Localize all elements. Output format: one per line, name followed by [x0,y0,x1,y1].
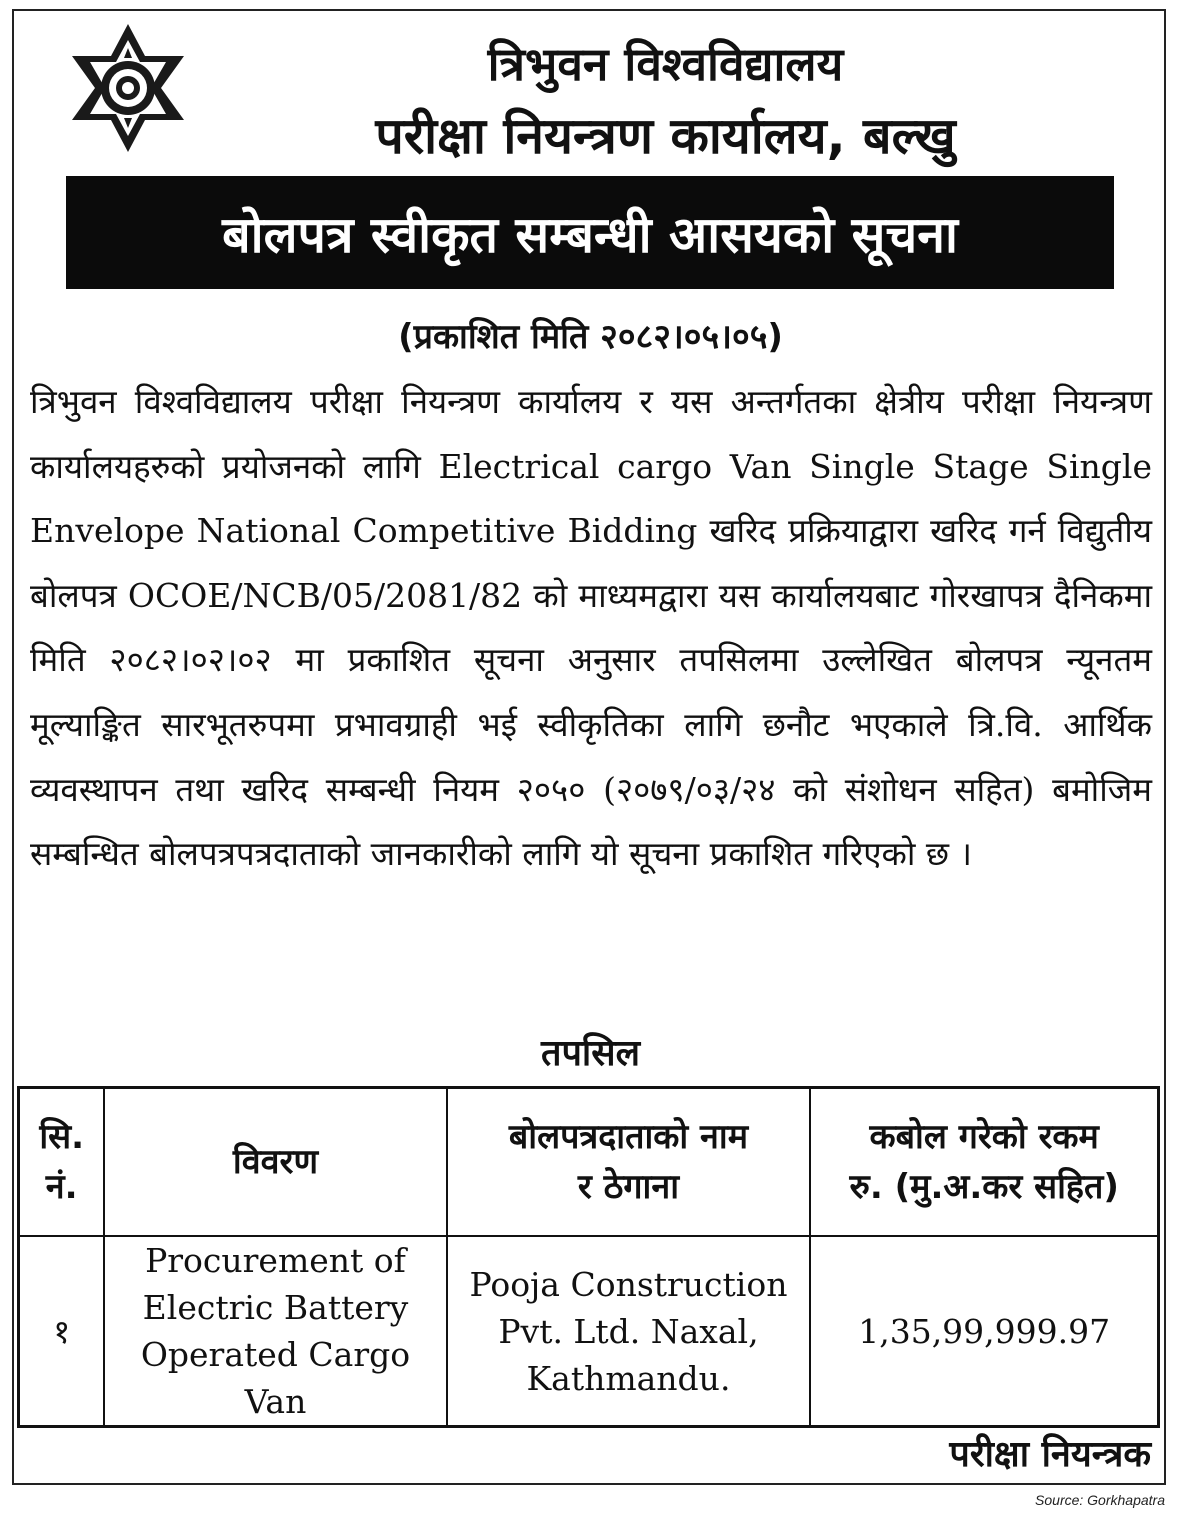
schedule-table [17,1086,1160,1428]
cell-description: Procurement of Electric Battery Operated Cargo Van [104,1236,446,1427]
cell-sn: १ [19,1236,105,1427]
published-date: (प्रकाशित मिति २०८२।०५।०५) [398,317,783,357]
notice-title [66,176,1114,289]
source-credit: Source: Gorkhapatra [1035,1492,1165,1508]
table-row [19,1236,1159,1427]
signatory: परीक्षा नियन्त्रक [949,1434,1151,1475]
cell-bidder: Pooja Construction Pvt. Ltd. Naxal, Kathmandu. [447,1236,811,1427]
col-header-sn: सि. नं. [19,1088,105,1237]
schedule-heading: तपसिल [540,1033,641,1074]
col-header-bidder: बोलपत्रदाताको नाम र ठेगाना [447,1088,811,1237]
notice-body: त्रिभुवन विश्वविद्यालय परीक्षा नियन्त्रण कार्यालय र यस अन्तर्गतका क्षेत्रीय परीक्षा नियन्त्रण कार्यालयहरुको प्रयोजनको लागि Electrical cargo Van Single Stage Single Envelope National Competitive Bidding खरिद प्रक्रियाद्वारा खरिद गर्न विद्युतीय बोलपत्र OCOE/NCB/05/2081/82 को माध्यमद्वारा यस कार्यालयबाट गोरखापत्र दैनिकमा मिति २०८२।०२।०२ मा प्रकाशित सूचना अनुसार तपसिलमा उल्लेखित बोलपत्र न्यूनतम मूल्याङ्कित सारभूतरुपमा प्रभावग्राही भई स्वीकृतिका लागि छनौट भएकाले त्रि.वि. आर्थिक व्यवस्थापन तथा खरिद सम्बन्धी नियम २०५० (२०७९/०३/२४ को संशोधन सहित) बमोजिम सम्बन्धित बोलपत्रपत्रदाताको जानकारीको लागि यो सूचना प्रकाशित गरिएको छ । [30,382,1152,874]
col-header-amount: कबोल गरेको रकम रु. (मु.अ.कर सहित) [810,1088,1158,1237]
office-name: परीक्षा नियन्त्रण कार्यालय, बल्खु [375,107,956,165]
table-header-row [19,1088,1159,1237]
col-header-description: विवरण [104,1088,446,1237]
notice-title-text: बोलपत्र स्वीकृत सम्बन्धी आसयको सूचना [222,205,958,264]
cell-amount: 1,35,99,999.97 [810,1236,1158,1427]
university-name: त्रिभुवन विश्वविद्यालय [487,37,844,91]
